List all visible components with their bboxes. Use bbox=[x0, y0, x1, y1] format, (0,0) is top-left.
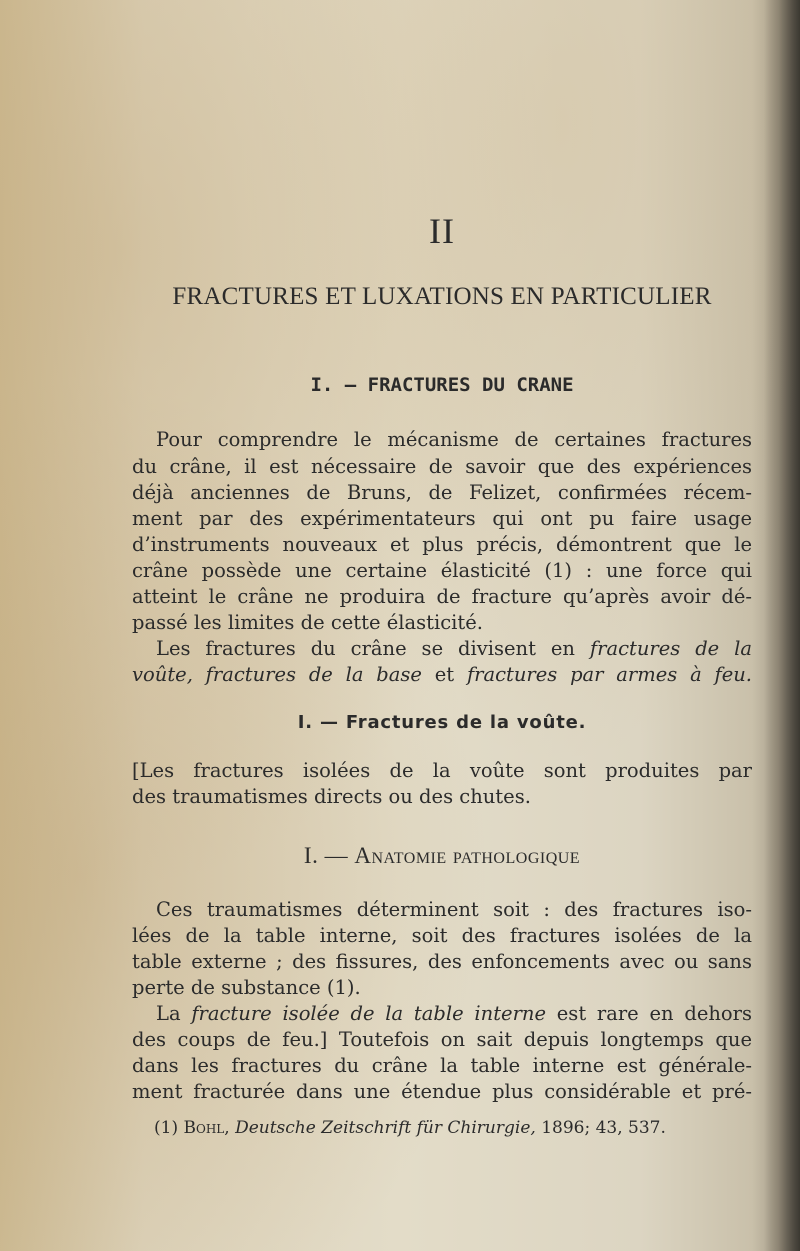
chapter-title: FRACTURES ET LUXATIONS EN PARTICULIER bbox=[172, 283, 712, 310]
paragraph-text: La bbox=[156, 1002, 181, 1025]
paragraph-line: ment par des expérimentateurs qui ont pu faire usage bbox=[132, 507, 752, 530]
footnote bbox=[154, 1118, 752, 1138]
anatomy-heading-title: Anatomie pathologique bbox=[354, 843, 581, 868]
paragraph-line: lées de la table interne, soit des fractures isolées de la bbox=[132, 924, 752, 947]
paragraph-line: Ces traumatismes déterminent soit : des fractures iso- bbox=[156, 898, 752, 921]
paragraph-line: d’instruments nouveaux et plus précis, démontrent que le bbox=[132, 533, 752, 556]
paragraph-text: et bbox=[434, 663, 455, 686]
paragraph-line: crâne possède une certaine élasticité (1) : une force qui bbox=[132, 559, 752, 582]
paragraph-line: perte de substance (1). bbox=[132, 976, 361, 999]
paragraph-line: des traumatismes directs ou des chutes. bbox=[132, 785, 531, 808]
paragraph-line: passé les limites de cette élasticité. bbox=[132, 611, 483, 634]
paragraph-line: atteint le crâne ne produira de fracture qu’après avoir dé- bbox=[132, 585, 752, 608]
paragraph-line: Pour comprendre le mécanisme de certaines fractures bbox=[156, 428, 752, 451]
subsection-heading: I. — Fractures de la voûte. bbox=[297, 712, 587, 733]
paragraph-line: des coups de feu.] Toutefois on sait depuis longtemps que bbox=[132, 1028, 752, 1051]
footnote-reference: 1896; 43, 537. bbox=[541, 1118, 666, 1138]
paragraph-text: est rare en dehors bbox=[556, 1002, 752, 1025]
chapter-number: II bbox=[429, 211, 455, 251]
paragraph-line: dans les fractures du crâne la table interne est générale- bbox=[132, 1054, 752, 1077]
footnote-marker: (1) bbox=[154, 1118, 179, 1138]
paragraph-line: déjà anciennes de Bruns, de Felizet, confirmées récem- bbox=[132, 481, 752, 504]
anatomy-heading bbox=[132, 843, 752, 869]
paragraph-line bbox=[132, 663, 752, 687]
paragraph-italic-text: fracture isolée de la table interne bbox=[191, 1002, 546, 1025]
book-spine-shadow bbox=[764, 0, 800, 1251]
paragraph-line bbox=[132, 1002, 752, 1026]
paragraph-line: [Les fractures isolées de la voûte sont produites par bbox=[132, 759, 752, 782]
anatomy-heading-number: I. — bbox=[303, 843, 349, 868]
paragraph-line: table externe ; des fissures, des enfoncements avec ou sans bbox=[132, 950, 752, 973]
footnote-author: Bohl, bbox=[183, 1118, 230, 1138]
paragraph-line bbox=[132, 637, 752, 661]
section-heading: I. — FRACTURES DU CRANE bbox=[310, 374, 574, 396]
paragraph-italic-text: fractures de la bbox=[589, 637, 753, 660]
paragraph-text: Les fractures du crâne se divisent en bbox=[156, 637, 575, 660]
footnote-journal: Deutsche Zeitschrift für Chirurgie, bbox=[235, 1118, 536, 1138]
paragraph-line: ment fracturée dans une étendue plus considérable et pré- bbox=[132, 1080, 752, 1103]
paragraph-line: du crâne, il est nécessaire de savoir que des expériences bbox=[132, 455, 752, 478]
paragraph-italic-text: fractures par armes à feu. bbox=[466, 663, 753, 686]
paragraph-italic-text: voûte, fractures de la base bbox=[132, 663, 422, 686]
